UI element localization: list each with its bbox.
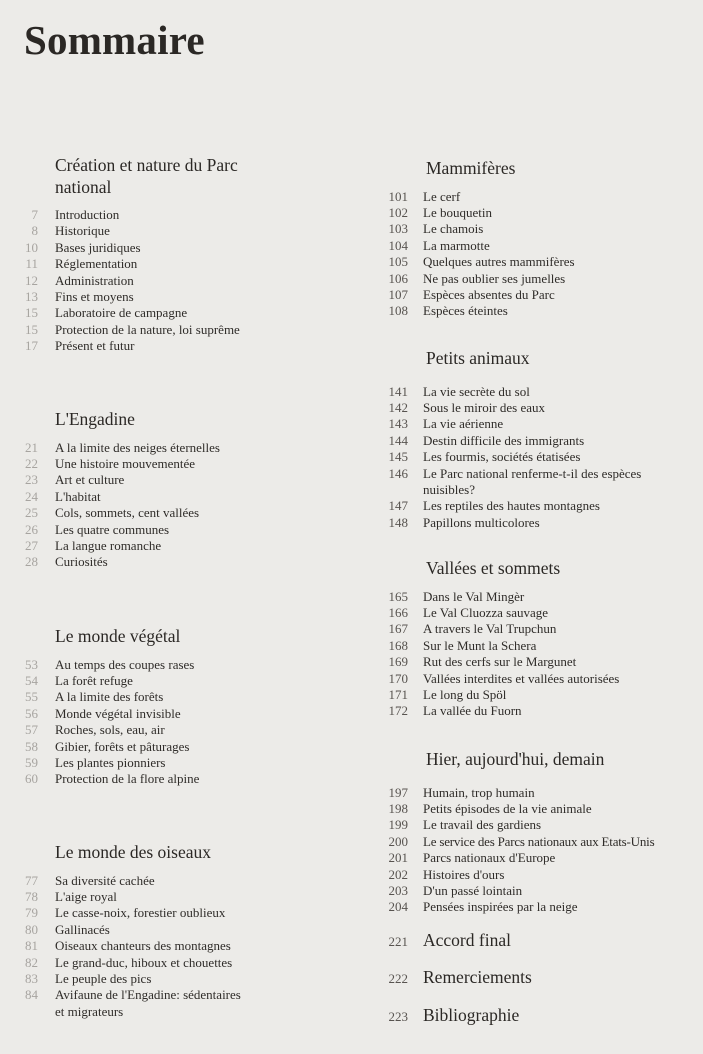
- entry-label: Protection de la flore alpine: [55, 771, 200, 787]
- entry-label: Sa diversité cachée: [55, 872, 155, 888]
- page-number: 202: [388, 866, 408, 882]
- toc-entry[interactable]: [0, 256, 370, 272]
- toc-entry[interactable]: [378, 589, 703, 605]
- toc-entry[interactable]: [378, 466, 703, 499]
- entry-label: La vie secrète du sol: [423, 383, 530, 399]
- section-heading: Vallées et sommets: [426, 558, 561, 578]
- entry-label: Quelques autres mammifères: [423, 254, 575, 270]
- toc-entry[interactable]: [0, 722, 370, 738]
- page-number: 79: [25, 905, 38, 921]
- page-number: 221: [388, 934, 408, 949]
- entry-label: Historique: [55, 223, 110, 239]
- toc-entry[interactable]: [0, 938, 370, 954]
- toc-entry[interactable]: [0, 273, 370, 289]
- entry-label: Vallées interdites et vallées autorisées: [423, 670, 620, 686]
- toc-list: [378, 589, 703, 720]
- page-number: 146: [388, 465, 408, 481]
- toc-list: [0, 440, 370, 571]
- toc-entry[interactable]: [378, 254, 703, 270]
- toc-entry[interactable]: [0, 657, 370, 673]
- toc-entry[interactable]: [0, 338, 370, 354]
- toc-section: [0, 155, 370, 355]
- toc-entry[interactable]: [378, 654, 703, 670]
- entry-label: Le chamois: [423, 221, 484, 237]
- entry-label: Ne pas oublier ses jumelles: [423, 270, 566, 286]
- entry-label: Avifaune de l'Engadine: sédentaires et migrateurs: [55, 987, 241, 1019]
- toc-entry[interactable]: [378, 687, 703, 703]
- entry-label: Gibier, forêts et pâturages: [55, 738, 190, 754]
- toc-entry[interactable]: [0, 305, 370, 321]
- page-number: 141: [388, 383, 408, 399]
- page-number: 15: [25, 305, 38, 321]
- entry-label: Fins et moyens: [55, 289, 134, 305]
- page-number: 24: [25, 488, 38, 504]
- toc-list: [0, 207, 370, 355]
- toc-entry[interactable]: [378, 449, 703, 465]
- toc-section: [378, 749, 703, 916]
- entry-label: Sur le Munt la Schera: [423, 637, 537, 653]
- page-number: 82: [25, 954, 38, 970]
- entry-label: Histoires d'ours: [423, 866, 505, 882]
- toc-entry[interactable]: [0, 505, 370, 521]
- entry-label: Accord final: [423, 930, 511, 950]
- toc-entry[interactable]: [378, 238, 703, 254]
- toc-entry[interactable]: [378, 189, 703, 205]
- toc-entry-bibliographie[interactable]: [378, 1005, 703, 1027]
- toc-section: [378, 158, 703, 320]
- entry-label: Le grand-duc, hiboux et chouettes: [55, 954, 233, 970]
- page-number: 145: [388, 449, 408, 465]
- page-number: 108: [388, 303, 408, 319]
- page-number: 148: [388, 514, 408, 530]
- toc-section: [378, 558, 703, 720]
- section-heading: Petits animaux: [426, 348, 530, 368]
- toc-entry[interactable]: [378, 834, 703, 850]
- page-number: 143: [388, 416, 408, 432]
- toc-entry[interactable]: [0, 489, 370, 505]
- toc-entry[interactable]: [378, 498, 703, 514]
- entry-label: Remerciements: [423, 967, 532, 987]
- toc-entry[interactable]: [0, 207, 370, 223]
- page-number: 7: [31, 207, 38, 222]
- toc-entry[interactable]: [378, 899, 703, 915]
- page-number: 169: [388, 654, 408, 670]
- page-number: 165: [388, 588, 408, 604]
- page-number: 80: [25, 921, 38, 937]
- entry-label: Espèces absentes du Parc: [423, 286, 555, 302]
- page-number: 167: [388, 621, 408, 637]
- toc-entry[interactable]: [0, 905, 370, 921]
- toc-entry[interactable]: [0, 922, 370, 938]
- toc-entry[interactable]: [0, 889, 370, 905]
- toc-entry[interactable]: [378, 205, 703, 221]
- toc-entry[interactable]: [378, 621, 703, 637]
- section-heading: Création et nature du Parc national: [55, 155, 238, 197]
- toc-entry[interactable]: [0, 955, 370, 971]
- entry-label: Dans le Val Mingèr: [423, 588, 525, 604]
- entry-label: L'habitat: [55, 488, 101, 504]
- toc-entry[interactable]: [378, 515, 703, 531]
- entry-label: Gallinacés: [55, 921, 110, 937]
- toc-entry[interactable]: [378, 867, 703, 883]
- toc-list: [0, 657, 370, 788]
- toc-entry[interactable]: [378, 785, 703, 801]
- page-number: 105: [388, 254, 408, 270]
- page-number: 8: [31, 223, 38, 239]
- entry-label: La marmotte: [423, 237, 490, 253]
- page-number: 13: [25, 289, 38, 305]
- toc-entry-accord-final[interactable]: [378, 930, 703, 952]
- toc-entry[interactable]: [0, 472, 370, 488]
- entry-label: A travers le Val Trupchun: [423, 621, 557, 637]
- toc-entry[interactable]: [378, 221, 703, 237]
- page-number: 102: [388, 204, 408, 220]
- entry-label: Protection de la nature, loi suprême: [55, 321, 240, 337]
- toc-entry[interactable]: [0, 771, 370, 787]
- toc-entry[interactable]: [378, 801, 703, 817]
- entry-label: L'aige royal: [55, 888, 117, 904]
- toc-entry[interactable]: [378, 433, 703, 449]
- toc-entry[interactable]: [378, 883, 703, 899]
- toc-entry[interactable]: [0, 971, 370, 987]
- section-heading: Mammifères: [426, 158, 516, 178]
- entry-label: Bibliographie: [423, 1005, 520, 1025]
- entry-label: Oiseaux chanteurs des montagnes: [55, 938, 231, 954]
- final-entries: [378, 930, 703, 952]
- entry-label: La vallée du Fuorn: [423, 703, 522, 719]
- page-number: 83: [25, 970, 38, 986]
- page-number: 53: [25, 656, 38, 672]
- entry-label: Le travail des gardiens: [423, 817, 542, 833]
- page-number: 28: [25, 554, 38, 570]
- page-number: 54: [25, 672, 38, 688]
- page-number: 203: [388, 882, 408, 898]
- page-number: 106: [388, 270, 408, 286]
- section-heading: Hier, aujourd'hui, demain: [426, 749, 605, 769]
- page-number: 84: [25, 987, 38, 1003]
- page-number: 12: [25, 272, 38, 288]
- page-title: Sommaire: [24, 17, 205, 63]
- page-number: 81: [25, 938, 38, 954]
- page-number: 59: [25, 754, 38, 770]
- page-number: 15: [25, 321, 38, 337]
- page-number: 27: [25, 537, 38, 553]
- toc-entry[interactable]: [0, 706, 370, 722]
- entry-label: Petits épisodes de la vie animale: [423, 800, 592, 816]
- toc-entry[interactable]: [0, 289, 370, 305]
- toc-entry[interactable]: [0, 440, 370, 456]
- page-number: 57: [25, 722, 38, 738]
- toc-entry[interactable]: [378, 303, 703, 319]
- entry-label: Le casse-noix, forestier oublieux: [55, 905, 226, 921]
- toc-section: [0, 842, 370, 1020]
- entry-label: Au temps des coupes rases: [55, 656, 195, 672]
- final-entries: [378, 1005, 703, 1027]
- page-number: 200: [388, 833, 408, 849]
- toc-entry[interactable]: [0, 554, 370, 570]
- toc-section: [0, 409, 370, 571]
- toc-entry[interactable]: [378, 638, 703, 654]
- toc-entry[interactable]: [0, 522, 370, 538]
- toc-entry-remerciements[interactable]: [378, 967, 703, 989]
- page-number: 17: [25, 338, 38, 354]
- page-number: 58: [25, 738, 38, 754]
- entry-label: A la limite des neiges éternelles: [55, 439, 220, 455]
- page-number: 144: [388, 432, 408, 448]
- page-number: 147: [388, 498, 408, 514]
- entry-label: Réglementation: [55, 256, 138, 272]
- toc-entry[interactable]: [0, 689, 370, 705]
- entry-label: Le cerf: [423, 188, 461, 204]
- page-number: 101: [388, 188, 408, 204]
- entry-label: Humain, trop humain: [423, 784, 535, 800]
- toc-entry[interactable]: [378, 817, 703, 833]
- toc-entry[interactable]: [0, 987, 370, 1020]
- entry-label: Introduction: [55, 207, 120, 222]
- entry-label: Art et culture: [55, 472, 125, 488]
- page-number: 104: [388, 237, 408, 253]
- entry-label: Laboratoire de campagne: [55, 305, 188, 321]
- entry-label: Les plantes pionniers: [55, 754, 166, 770]
- entry-label: Le long du Spöl: [423, 686, 507, 702]
- entry-label: Pensées inspirées par la neige: [423, 899, 578, 915]
- entry-label: Rut des cerfs sur le Margunet: [423, 654, 577, 670]
- page-number: 142: [388, 399, 408, 415]
- entry-label: Bases juridiques: [55, 239, 141, 255]
- page-number: 168: [388, 637, 408, 653]
- toc-section: [0, 626, 370, 788]
- page-number: 60: [25, 771, 38, 787]
- section-heading: Le monde végétal: [55, 626, 181, 646]
- toc-list: [0, 873, 370, 1021]
- toc-entry[interactable]: [0, 322, 370, 338]
- entry-label: Cols, sommets, cent vallées: [55, 505, 200, 521]
- toc-entry[interactable]: [0, 456, 370, 472]
- toc-list: [378, 384, 703, 532]
- toc-entry[interactable]: [0, 240, 370, 256]
- toc-entry[interactable]: [378, 416, 703, 432]
- entry-label: D'un passé lointain: [423, 882, 523, 898]
- page-number: 197: [388, 784, 408, 800]
- final-entries: [378, 967, 703, 989]
- toc-list: [378, 189, 703, 320]
- entry-label: Les quatre communes: [55, 521, 170, 537]
- page-number: 204: [388, 899, 408, 915]
- toc-entry[interactable]: [378, 271, 703, 287]
- entry-label: Le service des Parcs nationaux aux Etats-Unis: [423, 833, 655, 849]
- page-number: 23: [25, 472, 38, 488]
- toc-entry[interactable]: [378, 400, 703, 416]
- page-number: 166: [388, 604, 408, 620]
- entry-label: La langue romanche: [55, 537, 162, 553]
- page-number: 56: [25, 705, 38, 721]
- entry-label: Les reptiles des hautes montagnes: [423, 498, 600, 514]
- page-number: 103: [388, 221, 408, 237]
- page-number: 198: [388, 800, 408, 816]
- entry-label: Monde végétal invisible: [55, 705, 181, 721]
- toc-entry[interactable]: [0, 223, 370, 239]
- entry-label: Présent et futur: [55, 338, 135, 354]
- page-number: 201: [388, 850, 408, 866]
- entry-label: Le Parc national renferme-t-il des espèces nuisibles?: [423, 465, 642, 497]
- entry-label: Curiosités: [55, 554, 108, 570]
- toc-entry[interactable]: [378, 384, 703, 400]
- toc-entry[interactable]: [0, 673, 370, 689]
- entry-label: Destin difficile des immigrants: [423, 432, 585, 448]
- toc-entry[interactable]: [0, 873, 370, 889]
- entry-label: Le peuple des pics: [55, 970, 152, 986]
- entry-label: Roches, sols, eau, air: [55, 722, 165, 738]
- toc-entry[interactable]: [0, 739, 370, 755]
- entry-label: La vie aérienne: [423, 416, 504, 432]
- page-number: 222: [388, 971, 408, 986]
- toc-entry[interactable]: [378, 671, 703, 687]
- toc-section: [378, 348, 703, 531]
- entry-label: Les fourmis, sociétés étatisées: [423, 449, 581, 465]
- section-heading: Le monde des oiseaux: [55, 842, 211, 862]
- entry-label: Espèces éteintes: [423, 303, 508, 319]
- toc-entry[interactable]: [378, 703, 703, 719]
- section-heading: L'Engadine: [55, 409, 135, 429]
- entry-label: Une histoire mouvementée: [55, 455, 196, 471]
- page-number: 11: [25, 256, 38, 272]
- page-number: 107: [388, 286, 408, 302]
- page-number: 77: [25, 872, 38, 888]
- page-number: 25: [25, 505, 38, 521]
- page-number: 21: [25, 439, 38, 455]
- toc-entry[interactable]: [0, 538, 370, 554]
- entry-label: Parcs nationaux d'Europe: [423, 850, 556, 866]
- page-number: 78: [25, 888, 38, 904]
- toc-entry[interactable]: [0, 755, 370, 771]
- toc-list: [378, 785, 703, 916]
- toc-entry[interactable]: [378, 287, 703, 303]
- entry-label: Sous le miroir des eaux: [423, 399, 546, 415]
- entry-label: La forêt refuge: [55, 672, 133, 688]
- page-number: 26: [25, 521, 38, 537]
- page-number: 22: [25, 455, 38, 471]
- page-number: 10: [25, 239, 38, 255]
- entry-label: Le bouquetin: [423, 204, 492, 220]
- page-number: 223: [388, 1009, 408, 1024]
- entry-label: A la limite des forêts: [55, 689, 164, 705]
- entry-label: Papillons multicolores: [423, 514, 540, 530]
- page-number: 170: [388, 670, 408, 686]
- page-number: 172: [388, 703, 408, 719]
- entry-label: Le Val Cluozza sauvage: [423, 604, 549, 620]
- toc-entry[interactable]: [378, 605, 703, 621]
- page-number: 55: [25, 689, 38, 705]
- page-number: 199: [388, 817, 408, 833]
- entry-label: Administration: [55, 272, 134, 288]
- page-number: 171: [388, 686, 408, 702]
- toc-entry[interactable]: [378, 850, 703, 866]
